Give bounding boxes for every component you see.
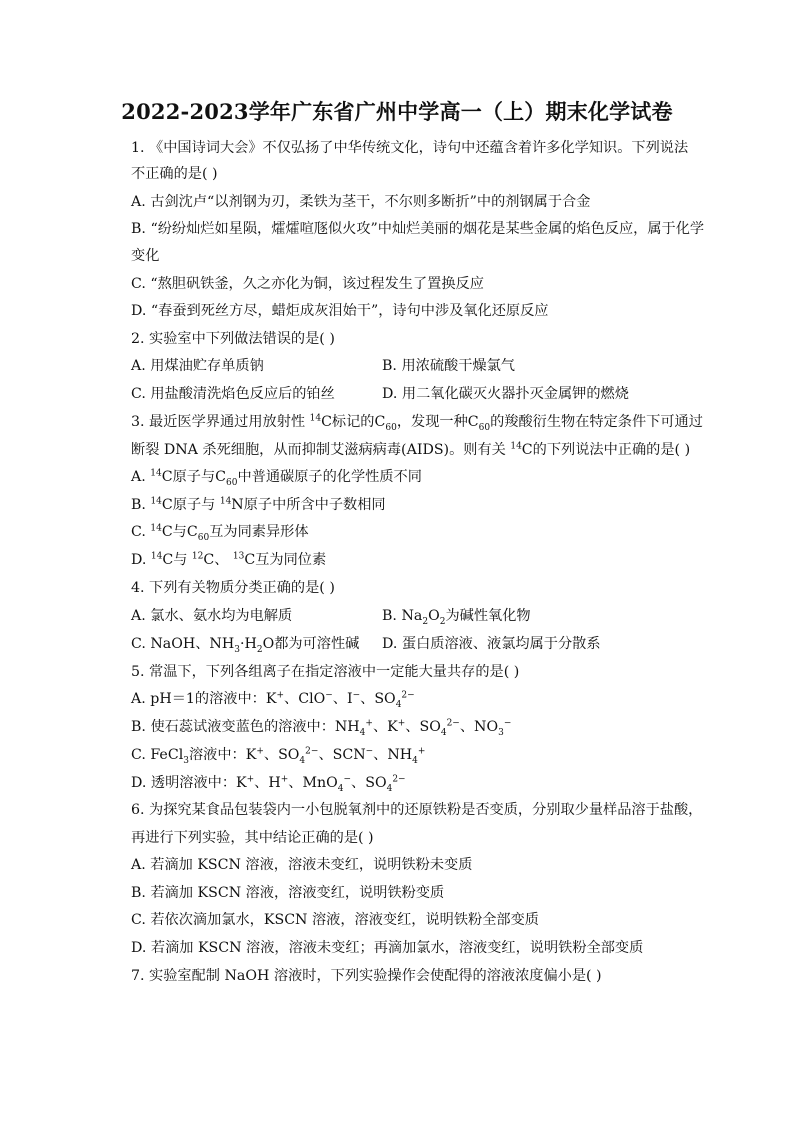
q3-option-b: B. $^{14}$C原子与 $^{14}$N原子中所含中子数相同 <box>131 496 386 513</box>
q1-option-d: D. “春蚕到死丝方尽，蜡炬成灰泪始干”，诗句中涉及氧化还原反应 <box>131 303 549 319</box>
q4-option-d: D. 蛋白质溶液、液氯均属于分散系 <box>382 636 601 652</box>
q2-stem: 2. 实验室中下列做法错误的是( ) <box>131 331 335 347</box>
q1-stem-line1: 1. 《中国诗词大会》不仅弘扬了中华传统文化，诗句中还蕴含着许多化学知识。下列说法 <box>131 140 689 156</box>
q4-option-a: A. 氯水、氨水均为电解质 <box>131 608 293 624</box>
q5-option-c: C. FeCl$_3$溶液中：K+、$SO_4^{2-}$、SCN−、$NH_4^+$ <box>131 746 426 766</box>
q3-option-d: D. $^{14}$C与 $^{12}$C、 $^{13}$C互为同位素 <box>131 551 327 568</box>
q4-stem: 4. 下列有关物质分类正确的是( ) <box>131 580 335 596</box>
q6-stem-line1: 6. 为探究某食品包装袋内一小包脱氧剂中的还原铁粉是否变质，分别取少量样品溶于盐酸， <box>131 802 703 818</box>
q6-option-a: A. 若滴加 KSCN 溶液，溶液未变红，说明铁粉未变质 <box>131 857 473 873</box>
q3-stem-line1: 3. 最近医学界通过用放射性 $^{14}$C标记的$C_{60}$，发现一种$C_{60}$的羧酸衍生物在特定条件下可通过 <box>131 413 703 433</box>
q4-option-c: C. NaOH、$NH_3\cdot H_2O$都为可溶性碱 <box>131 636 360 655</box>
q1-option-b-line1: B. “纷纷灿烂如星陨，㸌㸌喧豗似火攻”中灿烂美丽的烟花是某些金属的焰色反应，属于化学 <box>131 221 705 237</box>
q3-stem-line2: 断裂 DNA 杀死细胞，从而抑制艾滋病病毒(AIDS)。则有关 $^{14}$C的下列说法中正确的是( ) <box>131 441 691 458</box>
q1-stem-line2: 不正确的是( ) <box>131 166 218 182</box>
q5-option-a: A. pH＝1的溶液中：K+、ClO−、I−、$SO_4^{2-}$ <box>131 690 415 710</box>
q5-stem: 5. 常温下，下列各组离子在指定溶液中一定能大量共存的是( ) <box>131 664 520 680</box>
q2-option-c: C. 用盐酸清洗焰色反应后的铂丝 <box>131 386 335 402</box>
q5-option-d: D. 透明溶液中：K+、H+、MnO$_4$−、$SO_4^{2-}$ <box>131 774 406 794</box>
q1-option-a: A. 古剑沈卢“以剂钢为刃，柔铁为茎干，不尔则多断折”中的剂钢属于合金 <box>131 194 591 210</box>
q7-stem: 7. 实验室配制 NaOH 溶液时，下列实验操作会使配得的溶液浓度偏小是( ) <box>131 968 602 984</box>
q1-option-b-line2: 变化 <box>131 248 160 264</box>
q2-option-a: A. 用煤油贮存单质钠 <box>131 358 264 374</box>
q2-option-d: D. 用二氧化碳灭火器扑灭金属钾的燃烧 <box>382 386 629 402</box>
q5-option-b: B. 使石蕊试液变蓝色的溶液中：$NH_4^+$、K+、$SO_4^{2-}$、$NO_3^-$ <box>131 718 512 738</box>
q3-option-a: A. $^{14}$C原子与$C_{60}$中普通碳原子的化学性质不同 <box>131 468 422 488</box>
q6-option-c: C. 若依次滴加氯水，KSCN 溶液，溶液变红，说明铁粉全部变质 <box>131 912 539 928</box>
q3-option-c: C. $^{14}$C与$C_{60}$互为同素异形体 <box>131 523 309 543</box>
q1-option-c: C. “熬胆矾铁釜，久之亦化为铜，该过程发生了置换反应 <box>131 276 484 292</box>
q6-option-b: B. 若滴加 KSCN 溶液，溶液变红，说明铁粉变质 <box>131 885 445 901</box>
q6-option-d: D. 若滴加 KSCN 溶液，溶液未变红；再滴加氯水，溶液变红，说明铁粉全部变质 <box>131 940 644 956</box>
exam-title: 2022-2023学年广东省广州中学高一（上）期末化学试卷 <box>121 99 673 124</box>
q6-stem-line2: 再进行下列实验，其中结论正确的是( ) <box>131 830 374 846</box>
q2-option-b: B. 用浓硫酸干燥氯气 <box>382 358 515 374</box>
q4-option-b: B. $Na_2O_2$为碱性氧化物 <box>382 608 531 627</box>
